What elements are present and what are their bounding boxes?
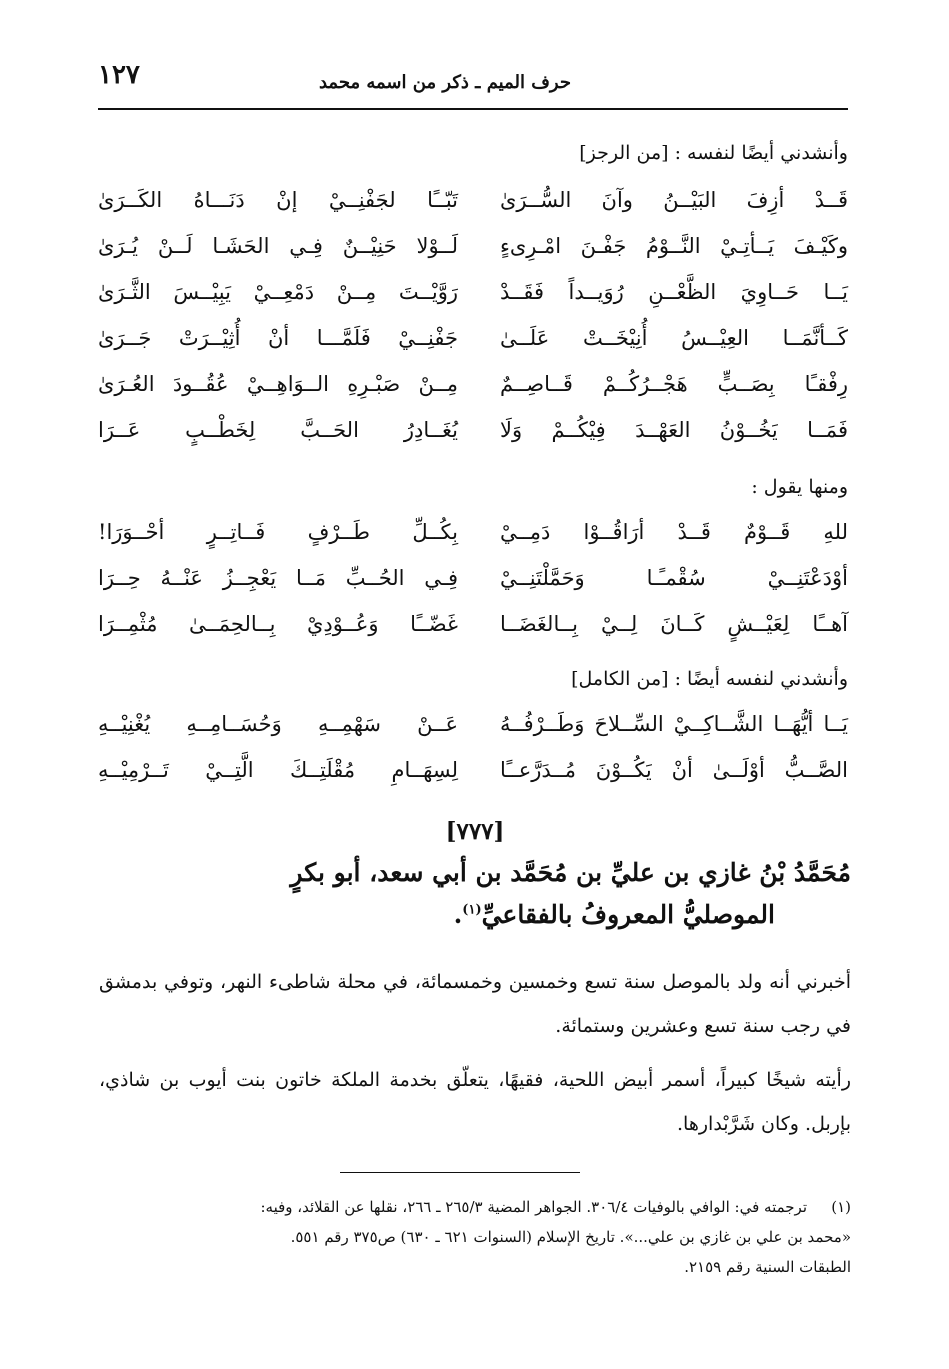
verse-second-hemistich: تَبّــًا لجَفْنِــيْ إنْ دَنَـــاهُ الكَــرَىٰ bbox=[98, 188, 458, 212]
poem-intro: ومنها يقول : bbox=[751, 476, 848, 498]
poem-intro: وأنشدني لنفسه أيضًا : [من الكامل] bbox=[571, 668, 848, 690]
verse-second-hemistich: جَفْنِــيْ فَلَمَّـــا أنْ أُثِيْــرَتْ جَــرَىٰ bbox=[98, 326, 458, 350]
verse-first-hemistich: رِفْقـًا بِصَــبٍّ هَجْــرُكُــمْ قَــاصِــمٌ bbox=[500, 372, 848, 396]
body-paragraph: رأيته شيخًا كبيراً، أسمر أبيض اللحية، فقيهًا، يتعلّق بخدمة الملكة خاتون بنت أيوب بن شاذي، بإربل. وكان شَرَّبْدارها. bbox=[99, 1069, 851, 1135]
entry-title-line bbox=[454, 900, 775, 929]
verse-first-hemistich: كَــأنَّمَــا العِيْــسُ أُنِيْخَــتْ عَلَــىٰ bbox=[500, 326, 848, 350]
verse-first-hemistich: أوْدَعْتَنِــيْ سُقْمـًـا وَحَمَّلْتَنِــيْ bbox=[500, 566, 848, 590]
verse-second-hemistich: لِسِهَــامِ مُقْلَتِــكَ الَّتِــيْ تَــرْمِيْــهِ bbox=[98, 758, 458, 782]
page-number: ١٢٧ bbox=[98, 60, 140, 90]
verse-second-hemistich: عَــنْ سَهْمِــهِ وَحُسَــامِــهِ يُغْنِيْــهِ bbox=[98, 712, 458, 736]
verse-first-hemistich: وكَيْـفَ يَــأتِـيْ النَّــوْمُ جَفْـنَ امْـرِىءٍ bbox=[500, 234, 848, 258]
footnote-line: «محمد بن علي بن غازي بن علي...». تاريخ الإسلام (السنوات ٦٢١ ـ ٦٣٠) ص٣٧٥ رقم ٥٥١. bbox=[290, 1228, 851, 1246]
footnote-rule bbox=[340, 1172, 580, 1173]
verse-second-hemistich: مِــنْ صَبْـرِهِ الــوَاهِــيْ عُقُــودَ العُـرَىٰ bbox=[98, 372, 458, 396]
running-title: حرف الميم ـ ذكر من اسمه محمد bbox=[318, 72, 571, 93]
footnote-line: ترجمته في: الوافي بالوفيات ٣٠٦/٤. الجواهر المضية ٢٦٥/٣ ـ ٢٦٦، نقلها عن القلائد، وفيه: bbox=[260, 1198, 807, 1216]
entry-title-end: . bbox=[453, 900, 463, 929]
entry-number: [٧٧٧] bbox=[445, 818, 505, 845]
verse-second-hemistich: يُغَــادِرُ الحَــبَّ لِخَطْــبٍ عَــرَا bbox=[98, 418, 458, 442]
verse-first-hemistich: قَــدْ أزِفَ البَيْــنُ وآنَ السُّــرَىٰ bbox=[500, 188, 848, 212]
entry-title-name: الموصليُّ المعروفُ بالفقاعيِّ bbox=[481, 900, 775, 929]
verse-first-hemistich: آهــًا لِعَيْــشٍ كَــانَ لِــيْ بِــالغَضَــا bbox=[500, 612, 848, 636]
header-rule bbox=[98, 108, 848, 110]
verse-second-hemistich: غَضّــًا وَعُــوْدِيْ بِــالحِمَــىٰ مُثْمِــرَا bbox=[98, 612, 458, 636]
entry-title-line: مُحَمَّدُ بْنُ غازي بن عليِّ بن مُحَمَّد بن أبي سعد، أبو بكرٍ bbox=[290, 858, 851, 887]
verse-first-hemistich: فَمَــا يَخُــوْنُ العَهْــدَ فِيْكُــمْ وَلَا bbox=[500, 418, 848, 442]
verse-first-hemistich: للهِ قَــوْمٌ قَــدْ أرَاقُــوْا دَمِــيْ bbox=[500, 520, 848, 544]
verse-second-hemistich: بِكُــلِّ طَــرْفٍ فَــاتِــرٍ أحْــوَرَا! bbox=[98, 520, 458, 544]
poem-intro: وأنشدني أيضًا لنفسه : [من الرجز] bbox=[579, 142, 848, 164]
body-paragraph: أخبرني أنه ولد بالموصل سنة تسع وخمسين وخمسمائة، في محلة شاطىء النهر، وتوفي بدمشق في رجب سنة تسع وعشرين وستمائة. bbox=[99, 971, 851, 1037]
verse-first-hemistich: الصَّــبُّ أوْلَــىٰ أنْ يَكُــوْنَ مُــدَرَّعــًا bbox=[500, 758, 848, 782]
verse-second-hemistich: رَوَّيْــتَ مِــنْ دَمْعِــيْ يَبِيْــسَ الثَّـرَىٰ bbox=[98, 280, 458, 304]
verse-second-hemistich: فِـي الحُــبِّ مَــا يَعْجِــزُ عَنْــهُ حِــرَا bbox=[98, 566, 458, 590]
footnote-line: الطبقات السنية رقم ٢١٥٩. bbox=[684, 1258, 851, 1276]
verse-first-hemistich: يَــا أيُّهَــا الشَّــاكِــيْ السِّــلاحَ وَطَــرْفُــهُ bbox=[500, 712, 848, 736]
footnote-number: (١) bbox=[831, 1198, 851, 1216]
verse-first-hemistich: يَــا حَــاوِيَ الظَّعْــنِ رُوَيــداً فَقَــدْ bbox=[500, 280, 848, 304]
verse-second-hemistich: لَــوْلا حَنِيْــنٌ فِـي الحَشَـا لَــنْ يُـرَىٰ bbox=[98, 234, 458, 258]
footnote-reference[interactable]: (١) bbox=[462, 902, 482, 918]
